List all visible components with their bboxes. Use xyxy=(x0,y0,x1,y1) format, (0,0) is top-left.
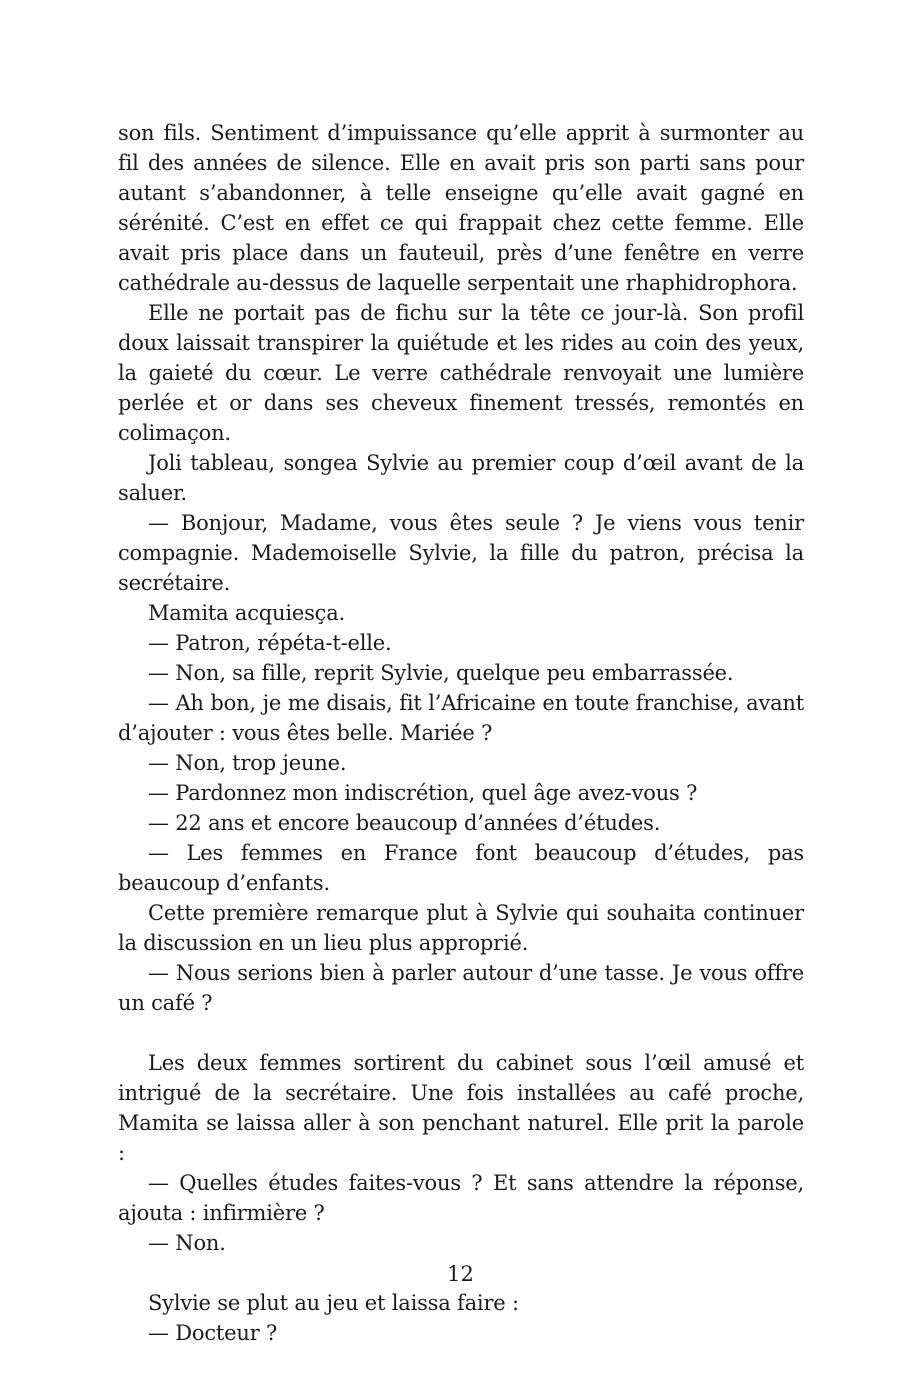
dialogue-line: — Non. xyxy=(148,1231,226,1255)
paragraph: son fils. Sentiment d’impuissance qu’elle apprit à surmonter au fil des années de silence. Elle en avait pris son parti sans pour autant s’abandonner, à telle enseigne qu’elle avait gagné en sérénité. C’est en effet ce qui frappait chez cette femme. Elle avait pris place dans un fauteuil, près d’une fenêtre en verre cathédrale au-dessus de laquelle serpentait une rhaphidrophora. xyxy=(118,121,804,295)
paragraph: Les deux femmes sortirent du cabinet sous l’œil amusé et intrigué de la secrétaire. Une fois installées au café proche, Mamita se laissa aller à son penchant naturel. Elle prit la parole : xyxy=(118,1051,804,1165)
dialogue-line: — Bonjour, Madame, vous êtes seule ? Je viens vous tenir compagnie. Mademoiselle Sylvie, la fille du patron, précisa la secrétaire. xyxy=(118,511,804,595)
dialogue-line: — Quelles études faites-vous ? Et sans attendre la réponse, ajouta : infirmière ? xyxy=(118,1171,804,1225)
paragraph: Cette première remarque plut à Sylvie qui souhaita continuer la discussion en un lieu plus approprié. xyxy=(118,901,804,955)
dialogue-line: — Non, sa fille, reprit Sylvie, quelque peu embarrassée. xyxy=(148,661,734,685)
page-number: 12 xyxy=(447,1262,474,1286)
dialogue-line: — Pardonnez mon indiscrétion, quel âge avez-vous ? xyxy=(148,781,698,805)
dialogue-line: — Patron, répéta-t-elle. xyxy=(148,631,392,655)
dialogue-line: — Nous serions bien à parler autour d’une tasse. Je vous offre un café ? xyxy=(118,961,804,1015)
dialogue-line: — Les femmes en France font beaucoup d’études, pas beaucoup d’enfants. xyxy=(118,841,804,895)
dialogue-line: — Ah bon, je me disais, fit l’Africaine en toute franchise, avant d’ajouter : vous êtes belle. Mariée ? xyxy=(118,691,804,745)
paragraph: Joli tableau, songea Sylvie au premier coup d’œil avant de la saluer. xyxy=(118,451,804,505)
dialogue-line: — Docteur ? xyxy=(148,1321,278,1345)
paragraph: Mamita acquiesça. xyxy=(148,601,346,625)
page-body xyxy=(118,118,804,1348)
dialogue-line: — Non, trop jeune. xyxy=(148,751,347,775)
paragraph: Elle ne portait pas de fichu sur la tête ce jour-là. Son profil doux laissait transpirer la quiétude et les rides au coin des yeux, la gaieté du cœur. Le verre cathédrale renvoyait une lumière perlée et or dans ses cheveux finement tressés, remontés en colimaçon. xyxy=(118,301,804,445)
paragraph: Sylvie se plut au jeu et laissa faire : xyxy=(148,1291,519,1315)
dialogue-line: — 22 ans et encore beaucoup d’années d’études. xyxy=(148,811,661,835)
